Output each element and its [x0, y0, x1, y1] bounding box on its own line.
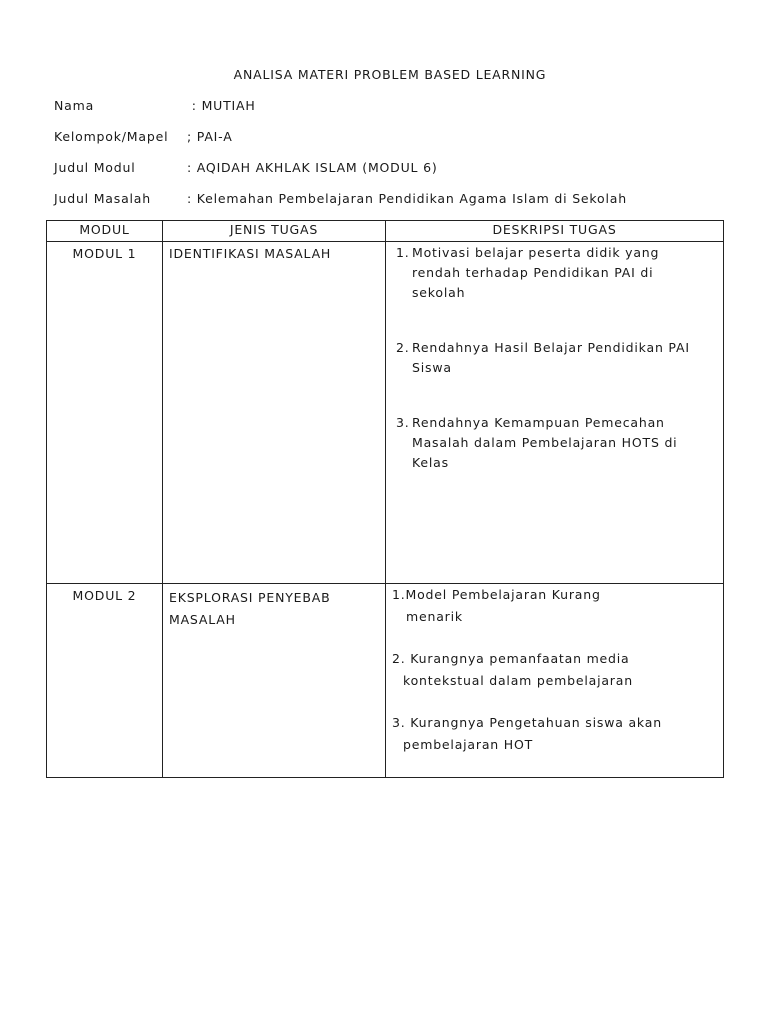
- item-line: menarik: [406, 608, 463, 624]
- item-number: 2.: [396, 340, 410, 355]
- table-row: [47, 242, 724, 584]
- cell-modul: MODUL 1: [47, 242, 163, 584]
- item-line: 1.Model Pembelajaran Kurang: [392, 587, 601, 602]
- item-number: 1.: [396, 245, 410, 260]
- page-title: ANALISA MATERI PROBLEM BASED LEARNING: [233, 67, 547, 82]
- item-line: Rendahnya Kemampuan Pemecahan: [412, 415, 665, 430]
- info-value: MUTIAH: [201, 98, 256, 113]
- cell-modul: MODUL 2: [47, 584, 163, 778]
- jenis-line: MASALAH: [169, 612, 236, 627]
- item-line: Masalah dalam Pembelajaran HOTS di: [412, 435, 678, 450]
- list-item: [386, 413, 723, 473]
- item-line: pembelajaran HOT: [403, 736, 534, 752]
- info-label: Judul Masalah: [54, 191, 151, 206]
- list-item: [386, 712, 723, 755]
- item-line: 3. Kurangnya Pengetahuan siswa akan: [392, 715, 662, 730]
- info-label: Judul Modul: [54, 160, 136, 175]
- header-deskripsi-tugas: DESKRIPSI TUGAS: [386, 221, 724, 242]
- item-line: Motivasi belajar peserta didik yang: [412, 245, 660, 260]
- list-item: [386, 338, 723, 378]
- info-value: PAI-A: [196, 129, 233, 144]
- info-kelompok: [54, 129, 233, 144]
- info-judul-modul: [54, 160, 438, 175]
- list-item: [386, 243, 723, 303]
- info-judul-masalah: [54, 191, 627, 206]
- cell-deskripsi: [386, 242, 724, 584]
- info-separator: ;: [187, 129, 197, 144]
- cell-jenis-tugas: IDENTIFIKASI MASALAH: [163, 242, 386, 584]
- jenis-line: EKSPLORASI PENYEBAB: [169, 590, 331, 605]
- table-header-row: [47, 221, 724, 242]
- item-number: 3.: [396, 415, 410, 430]
- item-line: Siswa: [412, 360, 452, 375]
- list-item: [386, 648, 723, 691]
- info-separator: :: [187, 160, 197, 175]
- info-value: Kelemahan Pembelajaran Pendidikan Agama Islam di Sekolah: [196, 191, 627, 206]
- item-line: rendah terhadap Pendidikan PAI di: [412, 265, 654, 280]
- item-line: sekolah: [412, 285, 466, 300]
- table-row: [47, 584, 724, 778]
- item-line: Kelas: [412, 455, 449, 470]
- header-modul: MODUL: [47, 221, 163, 242]
- analysis-table: [46, 220, 724, 778]
- cell-deskripsi: [386, 584, 724, 778]
- info-nama: [54, 98, 256, 113]
- list-item: [386, 584, 723, 627]
- info-label: Nama: [54, 98, 95, 113]
- cell-jenis-tugas: [163, 584, 386, 778]
- info-value: AQIDAH AKHLAK ISLAM (MODUL 6): [196, 160, 438, 175]
- info-separator: :: [187, 191, 197, 206]
- header-jenis-tugas: JENIS TUGAS: [163, 221, 386, 242]
- item-line: 2. Kurangnya pemanfaatan media: [392, 651, 630, 666]
- info-label: Kelompok/Mapel: [54, 129, 169, 144]
- info-separator: :: [187, 98, 202, 113]
- item-line: Rendahnya Hasil Belajar Pendidikan PAI: [412, 340, 690, 355]
- item-line: kontekstual dalam pembelajaran: [403, 672, 633, 688]
